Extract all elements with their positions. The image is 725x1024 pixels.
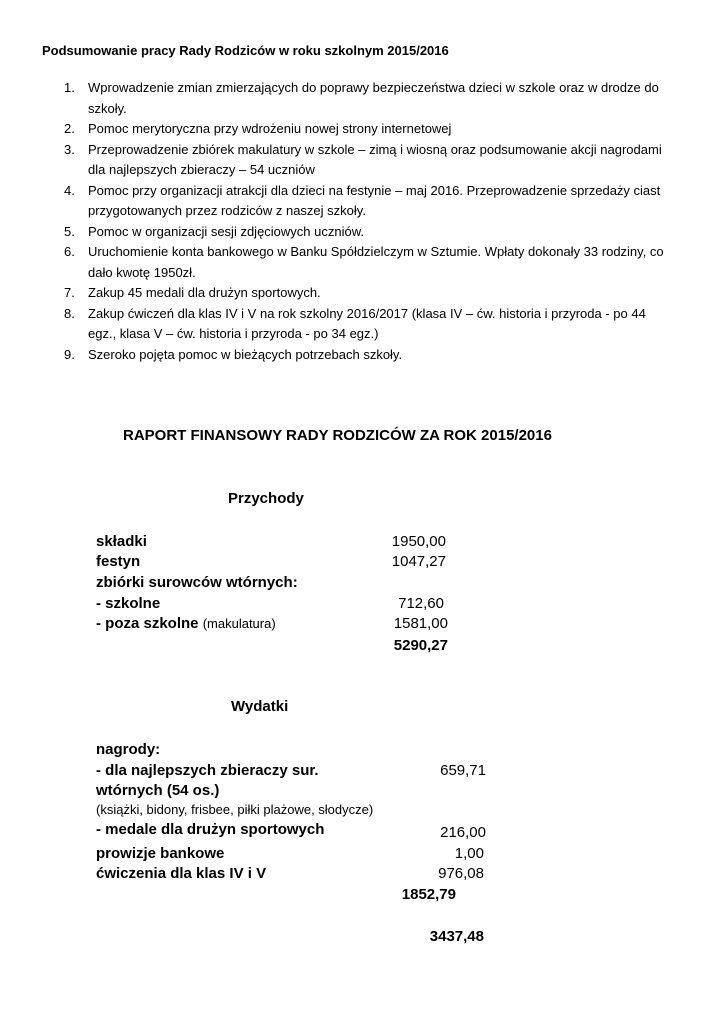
list-item-line: Uruchomienie konta bankowego w Banku Spółdzielczym w Sztumie. Wpłaty dokonały 33 rodziny, co xyxy=(88,244,664,259)
expenses-note-zbieracze: (książki, bidony, frisbee, piłki plażowe, słodycze) xyxy=(96,802,374,817)
income-value-szkolne: 712,60 xyxy=(398,595,444,612)
expenses-label-zbieracze-2: wtórnych (54 os.) xyxy=(96,782,220,799)
report-title: RAPORT FINANSOWY RADY RODZICÓW ZA ROK 2015/2016 xyxy=(123,427,552,444)
list-item-text xyxy=(88,304,693,345)
list-item-text xyxy=(88,78,693,119)
income-label-poza-szkolne-main: - poza szkolne xyxy=(96,615,199,632)
list-item-line: dało kwotę 1950zł. xyxy=(88,264,196,280)
list-item-text xyxy=(88,222,693,243)
list-item-line: Pomoc przy organizacji atrakcji dla dzieci na festynie – maj 2016. Przeprowadzenie sprzedaży ciast xyxy=(88,182,661,198)
income-heading: Przychody xyxy=(228,490,304,507)
list-item-text xyxy=(88,242,693,283)
list-item xyxy=(0,283,725,304)
list-item-text xyxy=(88,283,693,304)
income-label-skladki: składki xyxy=(96,533,147,550)
list-item xyxy=(0,345,725,366)
list-item-line: Wprowadzenie zmian zmierzających do poprawy bezpieczeństwa dzieci w szkole oraz w drodze do xyxy=(88,80,659,95)
expenses-label-nagrody: nagrody: xyxy=(96,741,161,758)
document-title: Podsumowanie pracy Rady Rodziców w roku szkolnym 2015/2016 xyxy=(42,43,449,58)
list-item xyxy=(0,140,725,181)
expenses-heading: Wydatki xyxy=(231,698,289,715)
expenses-value-cwiczenia: 976,08 xyxy=(438,865,484,882)
list-item-line: Zakup 45 medali dla drużyn sportowych. xyxy=(88,285,321,300)
expenses-total: 1852,79 xyxy=(401,886,456,903)
income-value-poza-szkolne: 1581,00 xyxy=(393,615,448,632)
list-item xyxy=(0,78,725,119)
list-item-number: 3. xyxy=(64,141,75,157)
income-value-festyn: 1047,27 xyxy=(391,553,446,570)
list-item-number: 8. xyxy=(64,305,75,321)
list-item-line: szkoły. xyxy=(88,100,127,116)
list-item-line: przygotowanych przez rodziców z naszej szkoły. xyxy=(88,203,366,218)
expenses-label-prowizje: prowizje bankowe xyxy=(96,845,225,862)
expenses-value-zbieracze: 659,71 xyxy=(440,762,486,779)
list-item-line: Zakup ćwiczeń dla klas IV i V na rok szkolny 2016/2017 (klasa IV – ćw. historia i przyroda - po 44 xyxy=(88,305,646,321)
list-item xyxy=(0,242,725,283)
expenses-value-prowizje: 1,00 xyxy=(454,845,484,862)
list-item xyxy=(0,181,725,222)
list-item xyxy=(0,119,725,140)
list-item-line: dla najlepszych zbieraczy – 54 uczniów xyxy=(88,162,315,177)
list-item-line: Pomoc merytoryczna przy wdrożeniu nowej strony internetowej xyxy=(88,121,452,136)
income-label-poza-szkolne-sub: (makulatura) xyxy=(202,616,276,631)
expenses-value-medale: 216,00 xyxy=(440,824,486,841)
expenses-label-zbieracze-1: - dla najlepszych zbieraczy sur. xyxy=(96,762,319,779)
list-item-number: 7. xyxy=(64,285,75,300)
expenses-label-medale: - medale dla drużyn sportowych xyxy=(96,821,325,838)
summary-list xyxy=(0,78,725,365)
list-item-line: egz., klasa V – ćw. historia i przyroda - po 34 egz.) xyxy=(88,326,379,341)
list-item-number: 9. xyxy=(64,346,75,362)
list-item-line: Szeroko pojęta pomoc w bieżących potrzebach szkoły. xyxy=(88,346,403,362)
list-item-number: 5. xyxy=(64,223,75,239)
list-item-number: 4. xyxy=(64,182,75,198)
list-item-line: Przeprowadzenie zbiórek makulatury w szkole – zimą i wiosną oraz podsumowanie akcji nagrodami xyxy=(88,141,662,157)
list-item-text xyxy=(88,345,693,366)
list-item xyxy=(0,222,725,243)
list-item-text xyxy=(88,181,693,222)
list-item-line: Pomoc w organizacji sesji zdjęciowych uczniów. xyxy=(88,223,365,239)
list-item-text xyxy=(88,140,693,181)
list-item-number: 6. xyxy=(64,244,75,259)
income-total: 5290,27 xyxy=(393,637,448,654)
list-item-number: 2. xyxy=(64,121,75,136)
income-label-festyn: festyn xyxy=(96,553,141,570)
list-item-number: 1. xyxy=(64,80,75,95)
balance-total: 3437,48 xyxy=(429,928,484,945)
list-item xyxy=(0,304,725,345)
income-value-skladki: 1950,00 xyxy=(391,533,446,550)
list-item-text xyxy=(88,119,693,140)
income-label-zbiorki: zbiórki surowców wtórnych: xyxy=(96,574,298,591)
income-label-poza-szkolne xyxy=(96,615,276,632)
expenses-label-cwiczenia: ćwiczenia dla klas IV i V xyxy=(96,865,267,882)
income-label-szkolne: - szkolne xyxy=(96,595,161,612)
